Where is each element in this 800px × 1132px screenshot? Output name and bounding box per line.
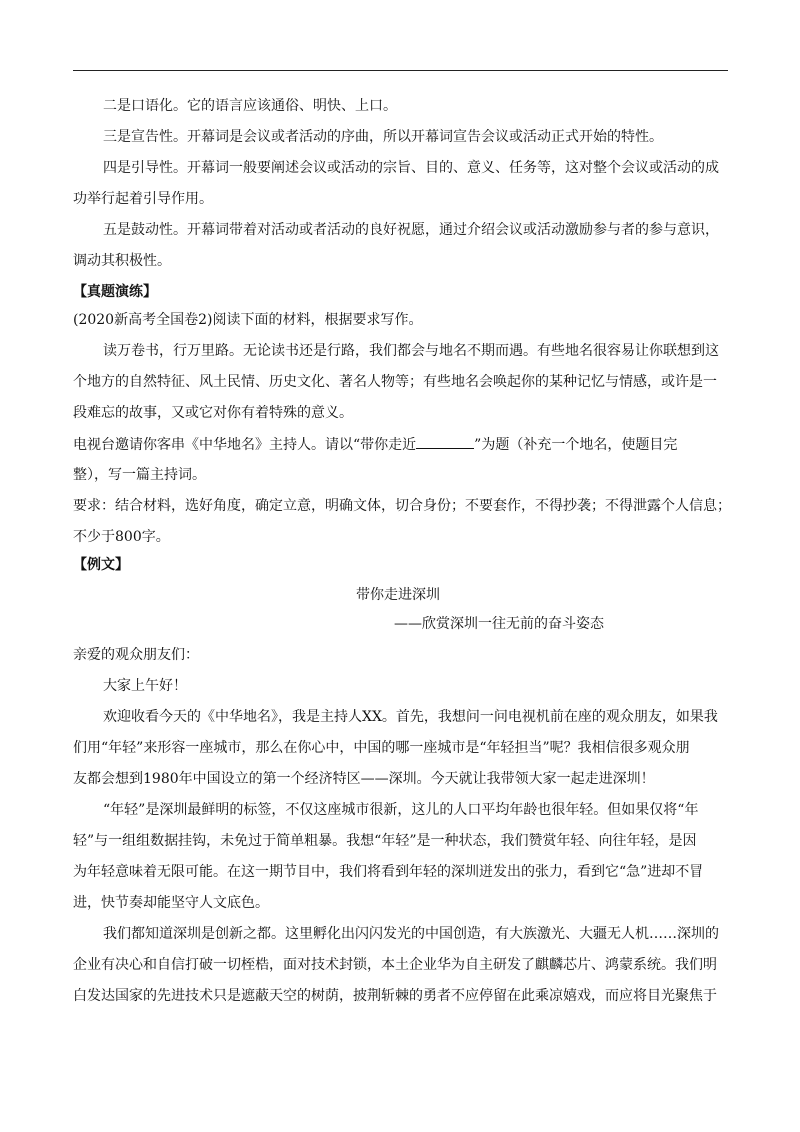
section-heading: 【真题演练】 (73, 284, 157, 300)
section-heading: 【例文】 (73, 557, 129, 573)
essay-subtitle: ——欣赏深圳一往无前的奋斗姿态 (394, 616, 604, 632)
paragraph-line: 友都会想到1980年中国设立的第一个经济特区——深圳。今天就让我带领大家一起走进深圳！ (73, 771, 655, 787)
header-rule (73, 70, 728, 71)
paragraph-line: 调动其积极性。 (73, 253, 171, 269)
paragraph-line: 我们都知道深圳是创新之都。这里孵化出闪闪发光的中国创造，有大族激光、大疆无人机……深圳的 (103, 926, 719, 942)
paragraph-line: 二是口语化。它的语言应该通俗、明快、上口。 (103, 98, 397, 114)
paragraph-line: 功举行起着引导作用。 (73, 191, 213, 207)
paragraph-line: 四是引导性。开幕词一般要阐述会议或活动的宗旨、目的、意义、任务等，这对整个会议或活动的成 (103, 160, 719, 176)
paragraph-line: 读万卷书，行万里路。无论读书还是行路，我们都会与地名不期而遇。有些地名很容易让你联想到这 (103, 343, 719, 359)
paragraph-line: (2020新高考全国卷2)阅读下面的材料，根据要求写作。 (73, 312, 423, 328)
paragraph-line: 五是鼓动性。开幕词带着对活动或者活动的良好祝愿，通过介绍会议或活动激励参与者的参与意识， (103, 222, 719, 238)
essay-title: 带你走进深圳 (356, 587, 440, 603)
prompt-line (73, 434, 733, 455)
salutation: 亲爱的观众朋友们： (73, 647, 199, 663)
paragraph-line: 企业有决心和自信打破一切桎梏，面对技术封锁，本土企业华为自主研发了麒麟芯片、鸿蒙系统。我们明 (73, 957, 717, 973)
paragraph-line: 不少于800字。 (73, 529, 170, 545)
paragraph-line: 为年轻意味着无限可能。在这一期节目中，我们将看到年轻的深圳迸发出的张力，看到它“急”进却不冒 (73, 864, 704, 880)
greeting: 大家上午好！ (103, 678, 187, 694)
paragraph-line: 个地方的自然特征、风土民情、历史文化、著名人物等；有些地名会唤起你的某种记忆与情感，或许是一 (73, 374, 717, 390)
paragraph-line: 整），写一篇主持词。 (73, 467, 206, 483)
paragraph-line: 要求：结合材料，选好角度，确定立意，明确文体，切合身份；不要套作，不得抄袭；不得泄露个人信息； (73, 498, 731, 514)
paragraph-line: 段难忘的故事，又或它对你有着特殊的意义。 (73, 405, 353, 421)
prompt-text-end: ”为题（补充一个地名，使题目完 (474, 437, 678, 453)
paragraph-line: 们用“年轻”来形容一座城市，那么在你心中，中国的哪一座城市是“年轻担当”呢？我相信很多观众朋 (73, 740, 690, 756)
prompt-text-start: 电视台邀请你客串《中华地名》主持人。请以“带你走近 (73, 437, 417, 453)
paragraph-line: 欢迎收看今天的《中华地名》，我是主持人XX。首先，我想问一问电视机前在座的观众朋友，如果我 (103, 709, 718, 725)
paragraph-line: 白发达国家的先进技术只是遮蔽天空的树荫，披荆斩棘的勇者不应停留在此乘凉嬉戏，而应将目光聚焦于 (73, 988, 717, 1004)
fill-in-blank (416, 434, 474, 449)
paragraph-line: 进，快节奏却能坚守人文底色。 (73, 895, 269, 911)
paragraph-line: 轻”与一组组数据挂钩，未免过于简单粗暴。我想“年轻”是一种状态，我们赞赏年轻、向往年轻，是因 (73, 833, 697, 849)
paragraph-line: “年轻”是深圳最鲜明的标签，不仅这座城市很新，这儿的人口平均年龄也很年轻。但如果仅将“年 (103, 802, 699, 818)
paragraph-line: 三是宣告性。开幕词是会议或者活动的序曲，所以开幕词宣告会议或活动正式开始的特性。 (103, 129, 663, 145)
